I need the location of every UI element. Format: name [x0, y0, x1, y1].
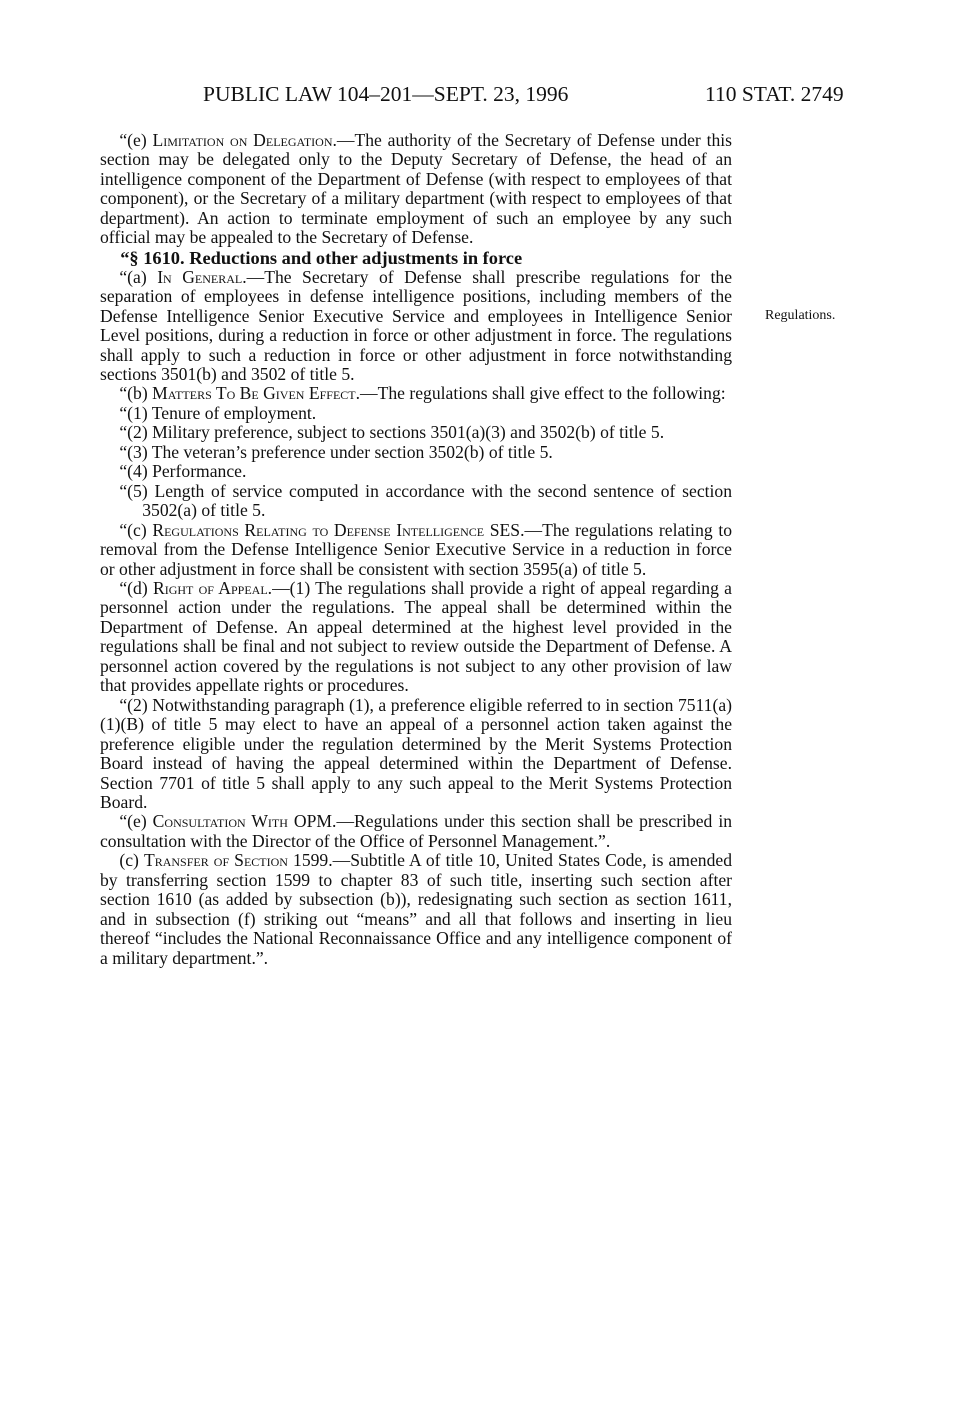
- list-item-tenure: “(1) Tenure of employment.: [119, 402, 317, 423]
- paragraph-e-consultation-with-opm: [100, 812, 732, 851]
- paragraph-heading: Transfer of Section 1599: [143, 850, 329, 871]
- paragraph-text: .—The regulations relating to removal from the Defense Intelligence Senior Executive Service in a reduction in force or other adjustment in force shall be consistent with section 3595(a) of title 5.: [100, 519, 733, 579]
- paragraph-text: .—Regulations under this section shall be prescribed in consultation with the Director of the Office of Personnel Management.”.: [100, 811, 733, 851]
- paragraph-lead: “(e): [119, 811, 153, 832]
- list-item-length-of-service: “(5) Length of service computed in accordance with the second sentence of section 3502(a) of title 5.: [119, 480, 732, 521]
- paragraph-heading: Right of Appeal: [152, 577, 268, 598]
- paragraph-c-defense-intelligence-ses: [100, 521, 732, 579]
- paragraph-d-2-preference-eligible: “(2) Notwithstanding paragraph (1), a preference eligible referred to in section 7511(a)(1)(B) of title 5 may elect to have an appeal of a personnel action taken against the preference eligible under the regulation determined by the Merit Systems Protection Board instead of having the appeal determined within the Department of Defense. Section 7701 of title 5 shall apply to any such appeal to the Merit Systems Protection Board.: [100, 694, 732, 812]
- paragraph-e-limitation-on-delegation: [100, 131, 732, 248]
- paragraph-lead: (c): [119, 850, 144, 871]
- section-heading-1610: “§ 1610. Reductions and other adjustments in force: [120, 247, 523, 268]
- paragraph-lead: “(a): [119, 266, 158, 287]
- paragraph-heading: In General: [157, 266, 243, 287]
- paragraph-heading: Regulations Relating to Defense Intelligence SES: [152, 519, 521, 540]
- margin-note: Regulations.: [765, 308, 836, 323]
- list-item-military-preference: “(2) Military preference, subject to sections 3501(a)(3) and 3502(b) of title 5.: [119, 422, 665, 443]
- paragraph-text: .—The authority of the Secretary of Defense under this section may be delegated only to the Deputy Secretary of Defense, the head of an intelligence component of the Department of Defense (with respect to employees of that component), or the Secretary of a military department (with respect to employees of that department). An action to terminate employment of such an employee by any such official may be appealed to the Secretary of Defense.: [100, 130, 732, 248]
- list-item-performance: “(4) Performance.: [119, 461, 247, 482]
- paragraph-d-right-of-appeal: [100, 579, 732, 696]
- page-header-statute-ref: 110 STAT. 2749: [705, 82, 844, 106]
- paragraph-heading: Limitation on Delegation: [152, 130, 333, 150]
- paragraph-lead: “(c): [119, 519, 153, 540]
- statute-body: [100, 131, 732, 968]
- list-item-veterans-preference: “(3) The veteran’s preference under section 3502(b) of title 5.: [119, 441, 553, 462]
- paragraph-lead: “(b): [119, 383, 153, 404]
- paragraph-lead: “(e): [119, 130, 153, 150]
- page-header-title: PUBLIC LAW 104–201—SEPT. 23, 1996: [203, 82, 569, 106]
- paragraph-text: .—(1) The regulations shall provide a right of appeal regarding a personnel action under the regulations. The appeal shall be determined within the Department of Defense. An appeal determined at the highest level provided in the regulations shall be final and not subject to review outside the Department of Defense. A personnel action covered by the regulations is not subject to any other provision of law that provides appellate rights or procedures.: [100, 577, 732, 696]
- paragraph-c-transfer-of-section-1599: [100, 851, 732, 968]
- paragraph-b-matters-to-be-given-effect: [100, 384, 732, 403]
- paragraph-text: .—The Secretary of Defense shall prescribe regulations for the separation of employees in defense intelligence positions, including members of the Defense Intelligence Senior Executive Service and employees in Intelligence Senior Level positions, during a reduction in force or other adjustment in force. The regulations shall apply to such a reduction in force or other adjustment in force notwithstanding sections 3501(b) and 3502 of title 5.: [100, 266, 733, 384]
- paragraph-heading: Consultation With OPM: [152, 811, 333, 832]
- paragraph-heading: Matters To Be Given Effect: [152, 383, 356, 404]
- paragraph-a-in-general: [100, 268, 732, 385]
- paragraph-text: .—Subtitle A of title 10, United States Code, is amended by transferring section 1599 to chapter 83 of such title, inserting such section after section 1610 (as added by subsection (b)), redesignating such section as section 1611, and in subsection (f) striking out “means” and all that follows and inserting in lieu thereof “includes the National Reconnaissance Office and any intelligence component of a military department.”.: [100, 850, 732, 968]
- paragraph-text: .—The regulations shall give effect to the following:: [355, 383, 726, 404]
- paragraph-lead: “(d): [119, 577, 153, 598]
